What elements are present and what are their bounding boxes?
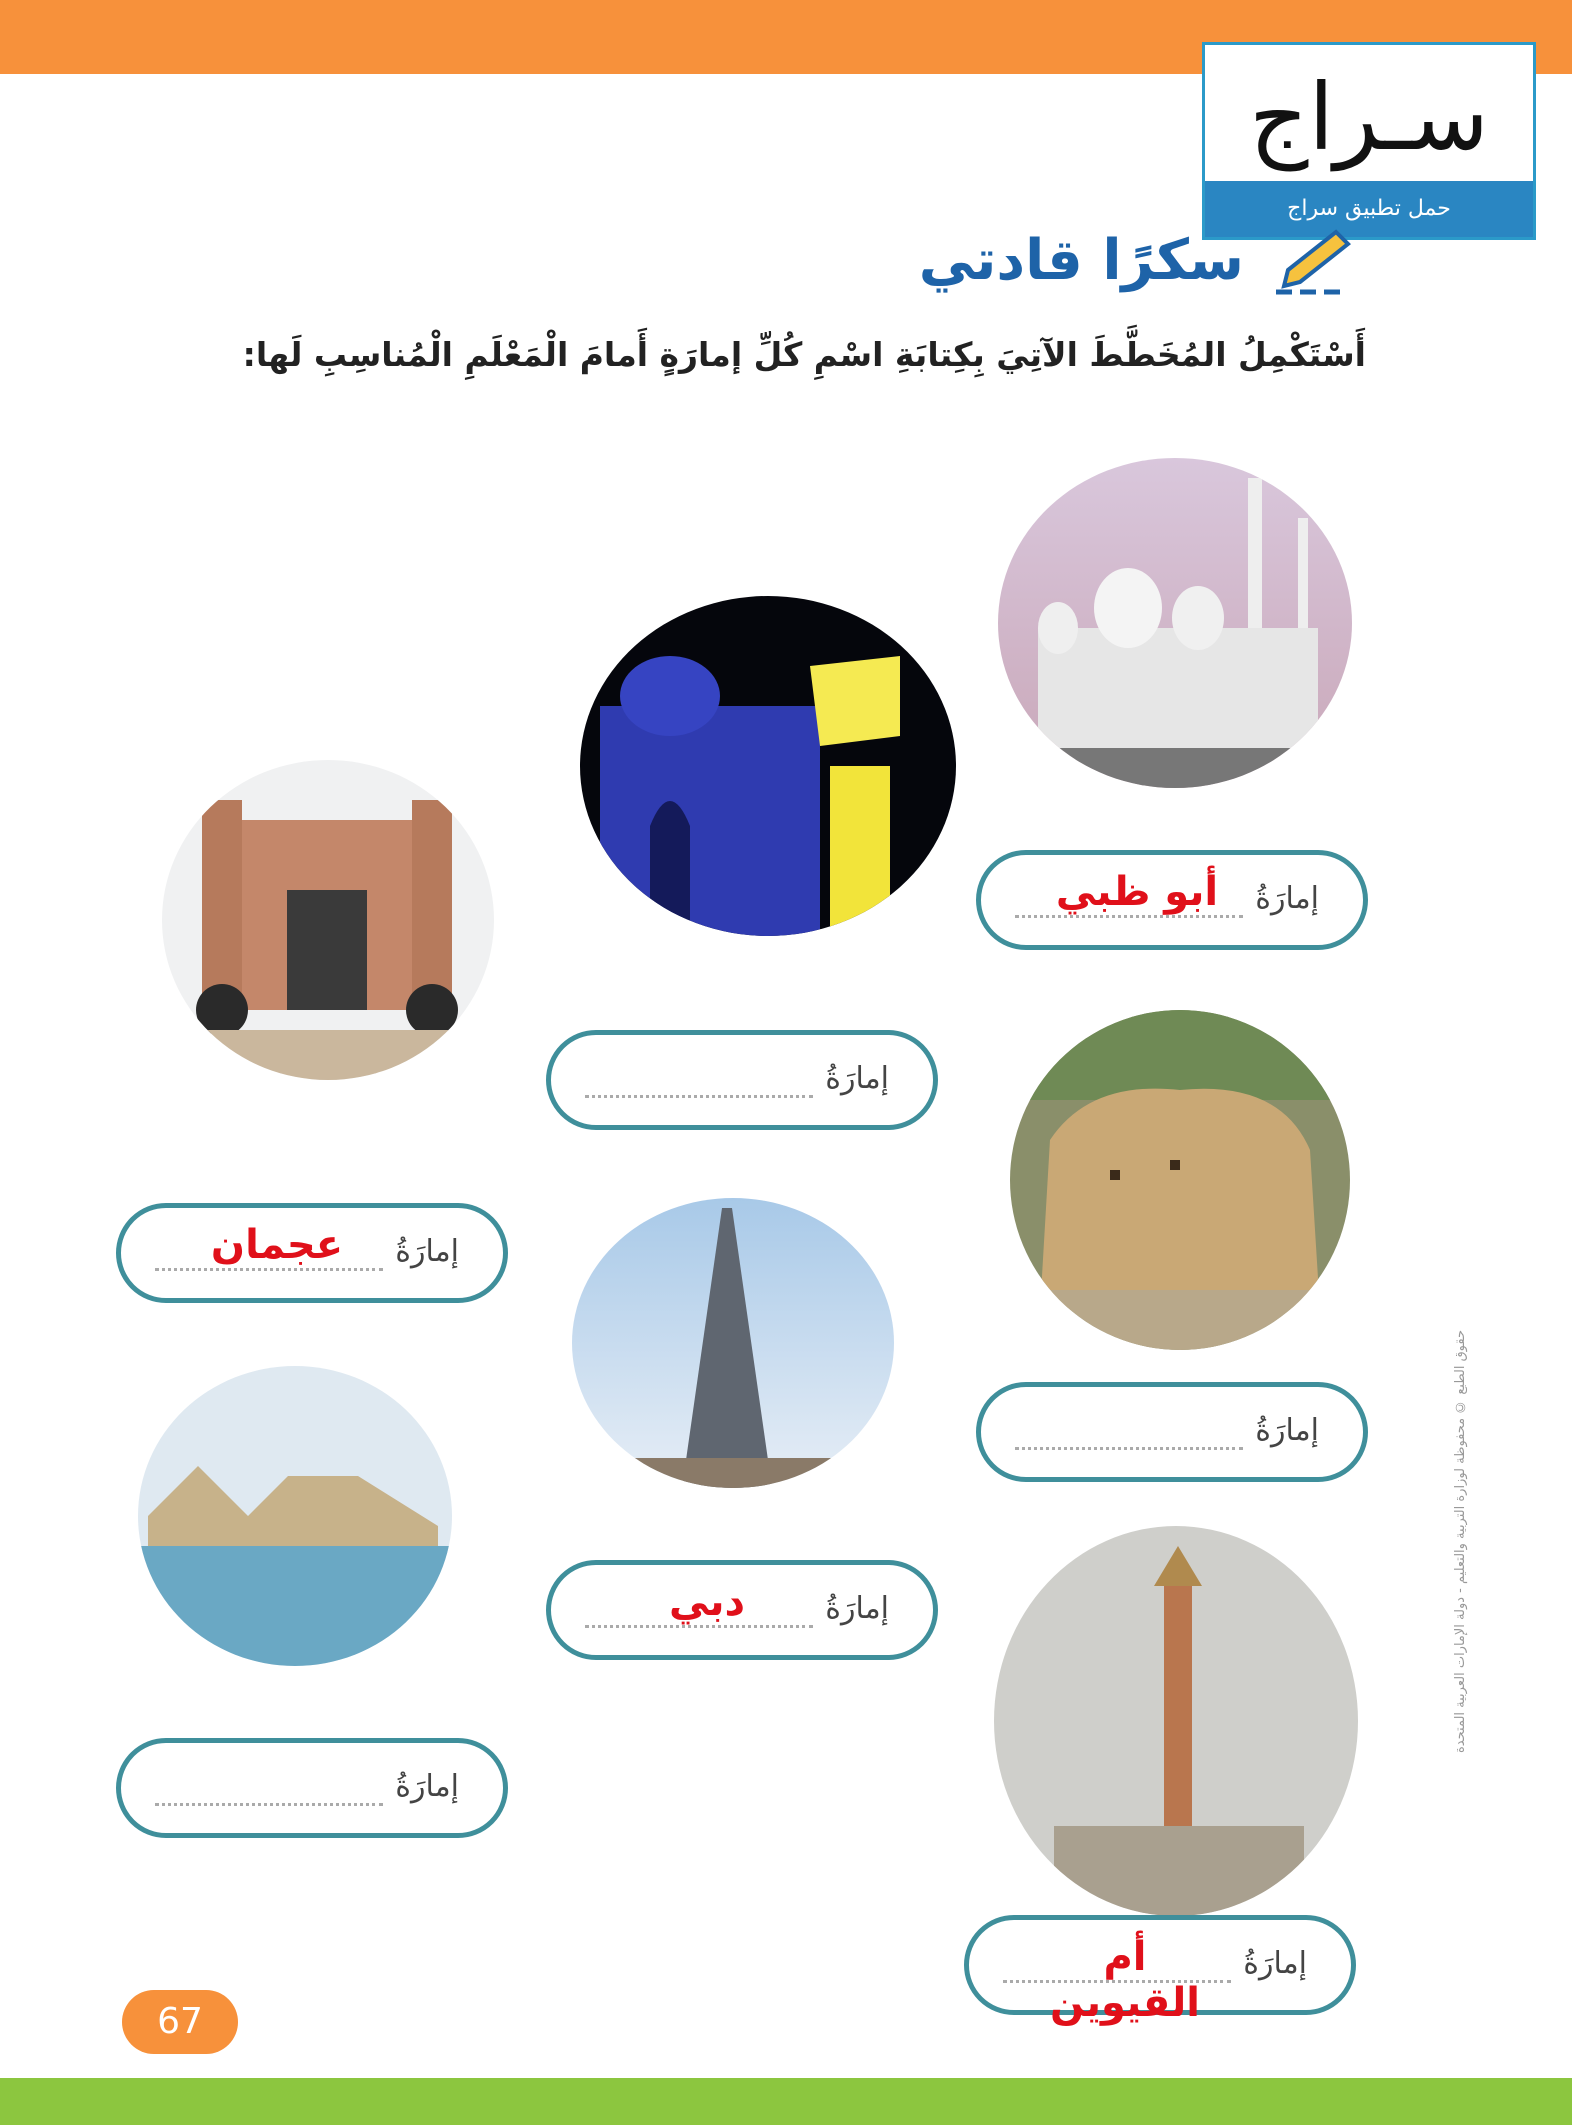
emirate-label-text: إمارَةُ (395, 1769, 459, 1804)
emirate-label-text: إمارَةُ (825, 1061, 889, 1096)
bottom-color-bar (0, 2078, 1572, 2125)
emirate-label-pill (116, 1738, 508, 1838)
emirate-label-pill (546, 1030, 938, 1130)
answer-text[interactable]: أم القيوين (1050, 1934, 1200, 2026)
fort-tower-photo (1010, 1010, 1350, 1350)
answer-text[interactable]: أبو ظبي (1055, 869, 1219, 915)
answer-line (155, 1803, 383, 1806)
instruction-text: أَسْتَكْمِلُ المُخَطَّطَ الآتِيَ بِكِتابَةِ اسْمِ كُلِّ إمارَةٍ أَمامَ الْمَعْلَمِ الْمُناسِبِ لَها: (242, 335, 1366, 374)
answer-line (585, 1625, 813, 1628)
answer-text[interactable]: عجمان (210, 1222, 344, 1268)
emirate-label-pill (546, 1560, 938, 1660)
answer-line (155, 1268, 383, 1271)
monument-column-photo (994, 1526, 1358, 1916)
emirate-label-pill (116, 1203, 508, 1303)
emirate-label-text: إمارَةُ (825, 1591, 889, 1626)
section-heading (919, 215, 1362, 305)
answer-text[interactable]: دبي (668, 1579, 745, 1625)
answer-line (585, 1095, 813, 1098)
emirate-label-pill (976, 850, 1368, 950)
copyright-credit: حقوق الطبع © محفوظة لوزارة التربية والتعليم - دولة الإمارات العربية المتحدة (1453, 1330, 1468, 1754)
logo-tagline: حمل تطبيق سراج (1205, 181, 1533, 237)
pencil-icon (1258, 220, 1362, 300)
emirate-label-text: إمارَةُ (1243, 1946, 1307, 1981)
siraj-logo (1202, 42, 1536, 240)
fort-gate-cannon-photo (162, 760, 494, 1080)
mosque-photo (998, 458, 1352, 788)
answer-line (1015, 1447, 1243, 1450)
tower-skyscraper-photo (572, 1198, 894, 1488)
answer-line (1015, 915, 1243, 918)
emirate-label-pill (964, 1915, 1356, 2026)
emirate-label-pill (976, 1382, 1368, 1482)
emirate-label-text: إمارَةُ (1255, 881, 1319, 916)
page-number: 67 (122, 1990, 238, 2054)
beach-buildings-photo (138, 1366, 452, 1666)
emirate-label-text: إمارَةُ (1255, 1413, 1319, 1448)
emirate-label-text: إمارَةُ (395, 1234, 459, 1269)
quran-gate-night-photo (580, 596, 956, 936)
section-title: سكرًا قادتي (918, 227, 1244, 293)
logo-word: سـراج (1249, 64, 1489, 171)
